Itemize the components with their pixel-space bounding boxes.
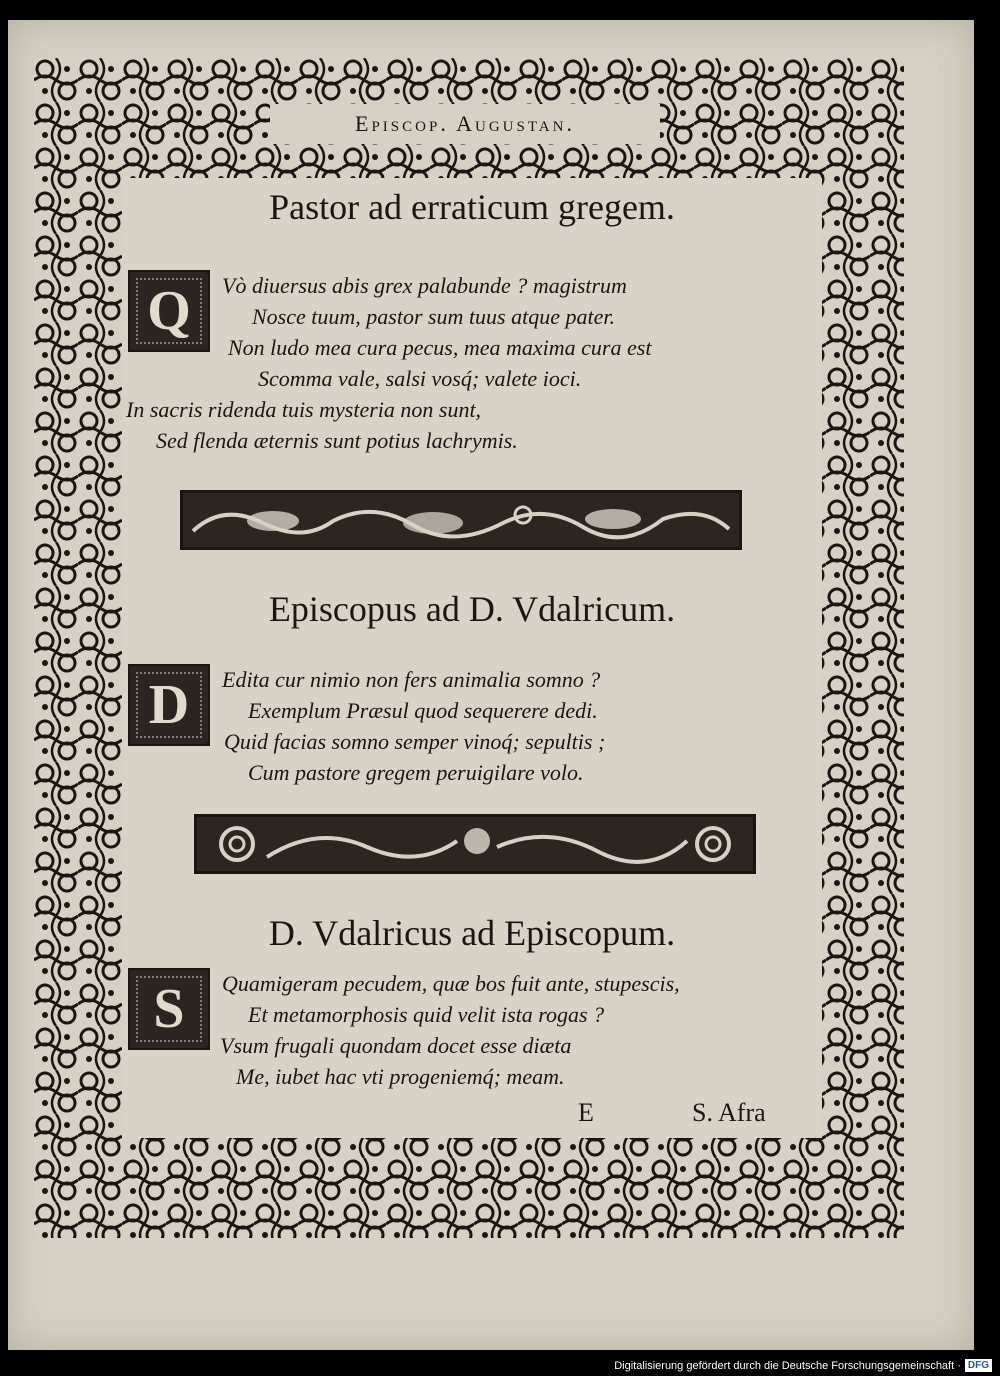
verse-line: Me, iubet hac vti progeniemq́; meam. <box>236 1064 565 1089</box>
verse-line: Vò diuersus abis grex palabunde ? magistrum <box>222 273 627 298</box>
signature-mark: E <box>578 1098 594 1127</box>
verse-line: Nosce tuum, pastor sum tuus atque pater. <box>252 304 615 329</box>
verse-line: Quid facias somno semper vinoq́; sepultis ; <box>224 729 606 754</box>
verse-line: Et metamorphosis quid velit ista rogas ? <box>248 1002 605 1027</box>
running-head: Episcop. Augustan. <box>270 104 660 144</box>
woodcut-band-animals <box>180 490 742 550</box>
initial-d: D <box>128 664 210 746</box>
verse-line: Exemplum Præsul quod sequerere dedi. <box>248 698 598 723</box>
verse-line: Quamigeram pecudem, quæ bos fuit ante, stupescis, <box>222 971 680 996</box>
catchword: S. Afra <box>692 1098 766 1127</box>
initial-s: S <box>128 968 210 1050</box>
book-page <box>8 20 974 1350</box>
verse-line: Cum pastore gregem peruigilare volo. <box>248 760 584 785</box>
text-block <box>122 178 822 1138</box>
digitization-credit <box>614 1359 992 1372</box>
verse-line: In sacris ridenda tuis mysteria non sunt, <box>126 397 482 422</box>
initial-q: Q <box>128 270 210 352</box>
credit-text: Digitalisierung gefördert durch die Deutsche Forschungsgemeinschaft · <box>614 1359 961 1372</box>
section-title-2: Episcopus ad D. Vdalricum. <box>268 589 676 629</box>
verse-line: Non ludo mea cura pecus, mea maxima cura est <box>228 335 652 360</box>
woodcut-band-foliage <box>194 814 756 874</box>
dfg-logo: DFG <box>965 1359 992 1372</box>
section-title-3: D. Vdalricus ad Episcopum. <box>268 913 676 953</box>
verse-line: Scomma vale, salsi vosq́; valete ioci. <box>258 366 582 391</box>
verse-line: Vsum frugali quondam docet esse diæta <box>220 1033 572 1058</box>
verse-line: Edita cur nimio non fers animalia somno ? <box>222 667 601 692</box>
verse-line: Sed flenda æternis sunt potius lachrymis. <box>156 428 518 453</box>
section-title-1: Pastor ad erraticum gregem. <box>269 187 675 227</box>
